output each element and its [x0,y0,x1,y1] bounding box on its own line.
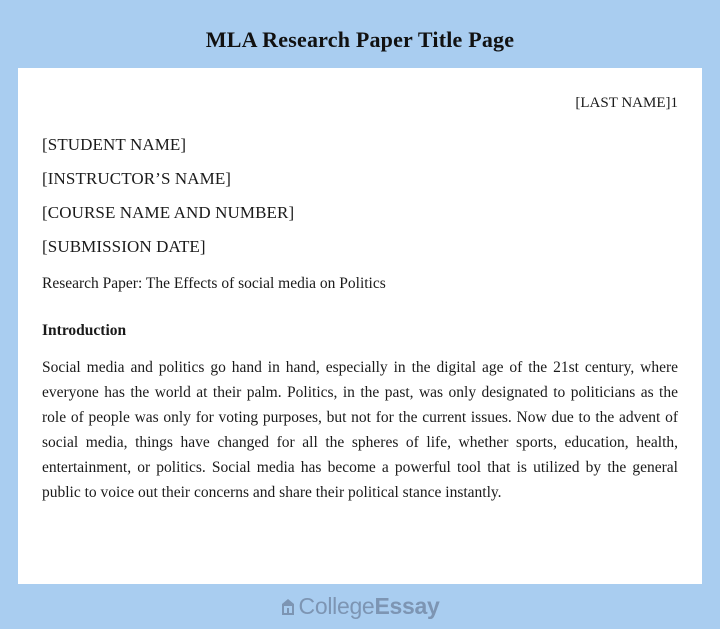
running-head: [LAST NAME]1 [575,95,678,111]
course-line: [COURSE NAME AND NUMBER] [42,203,295,222]
brand-part-college: College [298,593,375,619]
page-title: MLA Research Paper Title Page [205,27,515,52]
brand-part-essay: Essay [374,593,440,619]
graduation-building-icon [281,598,295,616]
student-name-line: [STUDENT NAME] [42,135,187,154]
brand-logo-text [299,593,440,620]
footer-brand [0,584,720,629]
instructor-name-line: [INSTRUCTOR’S NAME] [42,169,232,188]
section-heading: Introduction [42,322,127,339]
body-paragraph: Social media and politics go hand in hand, especially in the digital age of the 21st century, where everyone has the world at their palm. Politics, in the past, was only designated to politicians as the role of people was only for voting purposes, but not for the current issues. Now due to the advent of social media, things have changed for all the spheres of life, whether sports, education, health, entertainment, or politics. Social media has become a powerful tool that is utilized by the general public to voice out their concerns and share their political stance instantly. [42,359,678,501]
page-header [0,0,720,68]
paper-title: Research Paper: The Effects of social media on Politics [42,275,386,292]
mla-heading-block [42,128,294,264]
submission-date-line: [SUBMISSION DATE] [42,237,206,256]
document-page [18,68,702,584]
